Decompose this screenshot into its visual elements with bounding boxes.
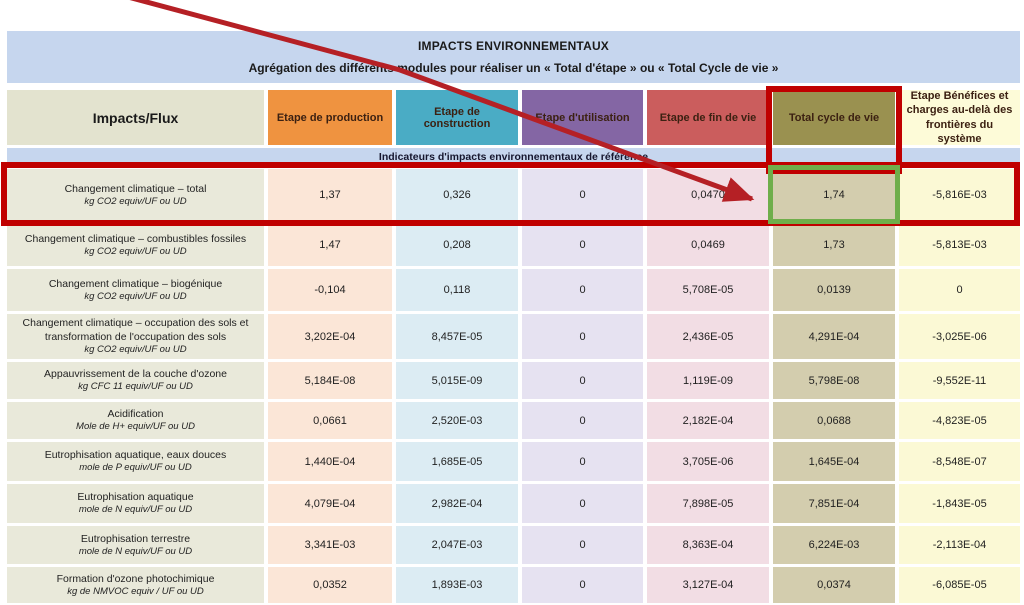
impact-unit: mole de N equiv/UF ou UD xyxy=(78,545,193,557)
impact-row-label xyxy=(7,269,264,311)
impact-row-label xyxy=(7,362,264,399)
value-cell: 0 xyxy=(522,567,643,603)
value-cell: -3,025E-06 xyxy=(899,314,1020,359)
impact-name: Appauvrissement de la couche d'ozone xyxy=(44,368,227,380)
value-cell: 5,015E-09 xyxy=(396,362,518,399)
value-cell: 3,202E-04 xyxy=(268,314,392,359)
value-cell: 2,182E-04 xyxy=(647,402,769,439)
value-cell-total: 6,224E-03 xyxy=(773,526,895,564)
value-cell: 8,363E-04 xyxy=(647,526,769,564)
value-cell: 0 xyxy=(522,224,643,266)
value-cell: 0 xyxy=(899,269,1020,311)
value-cell-total: 0,0374 xyxy=(773,567,895,603)
value-cell: 1,47 xyxy=(268,224,392,266)
value-cell: 2,436E-05 xyxy=(647,314,769,359)
value-cell: 4,079E-04 xyxy=(268,484,392,523)
value-cell: 1,685E-05 xyxy=(396,442,518,481)
value-cell: 0,0470 xyxy=(647,169,769,221)
value-cell: 0,0661 xyxy=(268,402,392,439)
column-header-total-cycle: Total cycle de vie xyxy=(773,90,895,145)
title-band xyxy=(7,31,1020,83)
impact-unit: kg CO2 equiv/UF ou UD xyxy=(84,245,187,257)
impact-name: Changement climatique – combustibles fossiles xyxy=(24,232,247,245)
value-cell: -8,548E-07 xyxy=(899,442,1020,481)
impact-row-label xyxy=(7,314,264,359)
value-cell: 2,982E-04 xyxy=(396,484,518,523)
value-cell: 0,326 xyxy=(396,169,518,221)
page-title: IMPACTS ENVIRONNEMENTAUX xyxy=(417,39,610,53)
impact-row-label xyxy=(7,169,264,221)
value-cell: -0,104 xyxy=(268,269,392,311)
impact-row-label xyxy=(7,224,264,266)
value-cell-total: 1,645E-04 xyxy=(773,442,895,481)
value-cell: 0 xyxy=(522,402,643,439)
impact-name: Acidification xyxy=(107,408,164,420)
value-cell: 0 xyxy=(522,442,643,481)
value-cell-total: 4,291E-04 xyxy=(773,314,895,359)
impact-unit: kg CO2 equiv/UF ou UD xyxy=(84,343,187,355)
impact-name: Changement climatique – occupation des sols et transformation de l'occupation des sols xyxy=(22,317,249,343)
impact-row-label xyxy=(7,526,264,564)
impact-name: Eutrophisation aquatique, eaux douces xyxy=(44,449,227,461)
impact-name: Changement climatique – biogénique xyxy=(48,277,223,290)
value-cell: -2,113E-04 xyxy=(899,526,1020,564)
value-cell: 3,705E-06 xyxy=(647,442,769,481)
value-cell: -4,823E-05 xyxy=(899,402,1020,439)
impact-unit: Mole de H+ equiv/UF ou UD xyxy=(76,421,195,433)
value-cell: 0 xyxy=(522,169,643,221)
value-cell: 7,898E-05 xyxy=(647,484,769,523)
column-header-fin-de-vie: Etape de fin de vie xyxy=(647,90,769,145)
value-cell: 2,047E-03 xyxy=(396,526,518,564)
value-cell-total: 1,73 xyxy=(773,224,895,266)
impact-unit: kg CO2 equiv/UF ou UD xyxy=(84,290,187,302)
value-cell: 0 xyxy=(522,314,643,359)
value-cell: 5,184E-08 xyxy=(268,362,392,399)
value-cell: 1,37 xyxy=(268,169,392,221)
value-cell: 5,708E-05 xyxy=(647,269,769,311)
impact-name: Changement climatique – total xyxy=(64,182,207,195)
column-header-construction: Etape de construction xyxy=(396,90,518,145)
column-header-impacts-flux: Impacts/Flux xyxy=(7,90,264,145)
impact-row-label xyxy=(7,442,264,481)
value-cell-total: 7,851E-04 xyxy=(773,484,895,523)
value-cell: 0,208 xyxy=(396,224,518,266)
value-cell: 0,118 xyxy=(396,269,518,311)
value-cell: 2,520E-03 xyxy=(396,402,518,439)
impact-unit: kg CO2 equiv/UF ou UD xyxy=(84,195,187,207)
column-header-utilisation: Etape d'utilisation xyxy=(522,90,643,145)
impact-row-label xyxy=(7,484,264,523)
section-header: Indicateurs d'impacts environnementaux de référence xyxy=(7,148,1020,166)
impact-row-label xyxy=(7,402,264,439)
value-cell: 1,893E-03 xyxy=(396,567,518,603)
value-cell: -6,085E-05 xyxy=(899,567,1020,603)
value-cell-total: 0,0139 xyxy=(773,269,895,311)
impact-unit: mole de N equiv/UF ou UD xyxy=(78,504,193,516)
value-cell: -5,816E-03 xyxy=(899,169,1020,221)
value-cell: -5,813E-03 xyxy=(899,224,1020,266)
value-cell: 0 xyxy=(522,362,643,399)
impact-unit: kg CFC 11 equiv/UF ou UD xyxy=(78,381,193,393)
value-cell: 0 xyxy=(522,526,643,564)
column-header-production: Etape de production xyxy=(268,90,392,145)
value-cell: 1,119E-09 xyxy=(647,362,769,399)
value-cell-total: 0,0688 xyxy=(773,402,895,439)
value-cell-total: 1,74 xyxy=(773,169,895,221)
impact-unit: mole de P equiv/UF ou UD xyxy=(79,462,192,474)
impact-unit: kg de NMVOC equiv / UF ou UD xyxy=(67,585,204,597)
column-header-benefices: Etape Bénéfices et charges au-delà des frontières du système xyxy=(899,90,1020,145)
value-cell: 0,0469 xyxy=(647,224,769,266)
page-subtitle: Agrégation des différents modules pour réaliser un « Total d'étape » ou « Total Cycle de vie » xyxy=(248,61,779,75)
value-cell: 3,341E-03 xyxy=(268,526,392,564)
impacts-table xyxy=(7,90,1020,603)
value-cell: 1,440E-04 xyxy=(268,442,392,481)
value-cell-total: 5,798E-08 xyxy=(773,362,895,399)
value-cell: -9,552E-11 xyxy=(899,362,1020,399)
impact-name: Formation d'ozone photochimique xyxy=(56,572,215,585)
impact-row-label xyxy=(7,567,264,603)
impact-name: Eutrophisation aquatique xyxy=(77,491,194,503)
value-cell: -1,843E-05 xyxy=(899,484,1020,523)
value-cell: 0 xyxy=(522,269,643,311)
value-cell: 3,127E-04 xyxy=(647,567,769,603)
impact-name: Eutrophisation terrestre xyxy=(80,532,191,545)
value-cell: 8,457E-05 xyxy=(396,314,518,359)
value-cell: 0,0352 xyxy=(268,567,392,603)
value-cell: 0 xyxy=(522,484,643,523)
